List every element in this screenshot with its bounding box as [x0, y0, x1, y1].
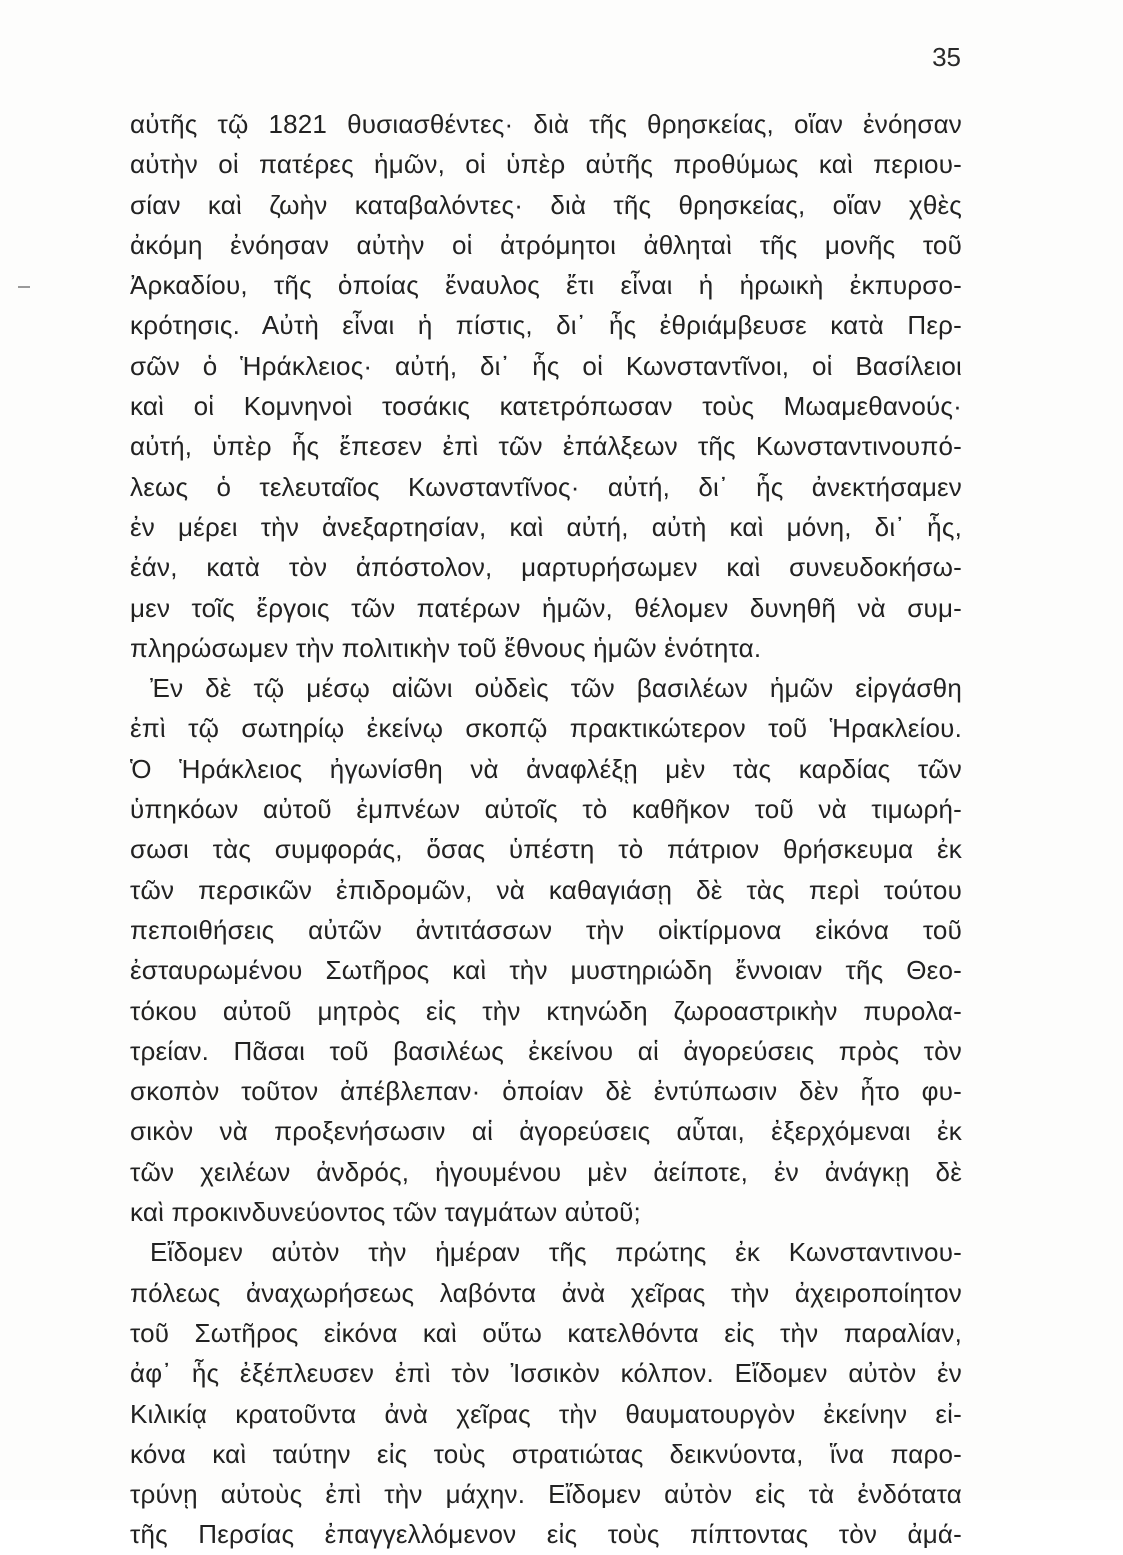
text-line: Ἐν δὲ τῷ μέσῳ αἰῶνι οὐδεὶς τῶν βασιλέων ἡμῶν εἰργάσθη [150, 673, 962, 704]
text-line: ἐσταυρωμένου Σωτῆρος καὶ τὴν μυστηριώδη ἔννοιαν τῆς Θεο- [130, 955, 962, 986]
text-line: Εἴδομεν αὐτὸν τὴν ἡμέραν τῆς πρώτης ἐκ Κωνσταντινου- [150, 1237, 962, 1268]
text-line: σῶν ὁ Ἡράκλειος· αὐτή, δι᾿ ἧς οἱ Κωνσταντῖνοι, οἱ Βασίλειοι [130, 350, 962, 381]
text-line: πόλεως ἀναχωρήσεως λαβόντα ἀνὰ χεῖρας τὴν ἀχειροποίητον [130, 1277, 962, 1308]
text-line: τῶν περσικῶν ἐπιδρομῶν, νὰ καθαγιάσῃ δὲ τὰς περὶ τούτου [130, 874, 962, 905]
text-line: τῆς Περσίας ἐπαγγελλόμενον εἰς τοὺς πίπτοντας τὸν ἀμά- [130, 1519, 962, 1550]
text-line: κρότησις. Αὐτὴ εἶναι ἡ πίστις, δι᾿ ἧς ἐθριάμβευσε κατὰ Περ- [130, 310, 962, 341]
text-line: αὐτή, ὑπὲρ ἧς ἔπεσεν ἐπὶ τῶν ἐπάλξεων τῆς Κωνσταντινουπό- [130, 431, 962, 462]
text-line: ἐπὶ τῷ σωτηρίῳ ἐκείνῳ σκοπῷ πρακτικώτερον τοῦ Ἡρακλείου. [130, 713, 962, 744]
text-line: τῶν χειλέων ἀνδρός, ἡγουμένου μὲν ἀείποτε, ἐν ἀνάγκῃ δὲ [130, 1156, 962, 1187]
text-line: καὶ προκινδυνεύοντος τῶν ταγμάτων αὐτοῦ; [130, 1197, 641, 1228]
text-line: τρείαν. Πᾶσαι τοῦ βασιλέως ἐκείνου αἱ ἀγορεύσεις πρὸς τὸν [130, 1035, 962, 1066]
text-line: μεν τοῖς ἔργοις τῶν πατέρων ἡμῶν, θέλομεν δυνηθῆ νὰ συμ- [130, 592, 962, 623]
text-line: αὐτὴν οἱ πατέρες ἡμῶν, οἱ ὑπὲρ αὐτῆς προθύμως καὶ περιου- [130, 149, 962, 180]
text-line: ἀκόμη ἐνόησαν αὐτὴν οἱ ἀτρόμητοι ἀθληταὶ τῆς μονῆς τοῦ [130, 229, 962, 260]
text-line: τρύνῃ αὐτοὺς ἐπὶ τὴν μάχην. Εἴδομεν αὐτὸν εἰς τὰ ἐνδότατα [130, 1479, 962, 1510]
text-line: σκοπὸν τοῦτον ἀπέβλεπαν· ὁποίαν δὲ ἐντύπωσιν δὲν ἦτο φυ- [130, 1076, 962, 1107]
text-line: πληρώσωμεν τὴν πολιτικὴν τοῦ ἔθνους ἡμῶν ἑνότητα. [130, 632, 762, 663]
text-line: Κιλικίᾳ κρατοῦντα ἀνὰ χεῖρας τὴν θαυματουργὸν ἐκείνην εἰ- [130, 1398, 962, 1429]
margin-mark [18, 286, 30, 288]
text-line: κόνα καὶ ταύτην εἰς τοὺς στρατιώτας δεικνύοντα, ἵνα παρο- [130, 1438, 962, 1469]
text-line: καὶ οἱ Κομνηνοὶ τοσάκις κατετρόπωσαν τοὺς Μωαμεθανούς· [130, 391, 962, 422]
text-line: ὑπηκόων αὐτοῦ ἐμπνέων αὐτοῖς τὸ καθῆκον τοῦ νὰ τιμωρή- [130, 794, 962, 825]
text-line: σωσι τὰς συμφοράς, ὅσας ὑπέστη τὸ πάτριον θρήσκευμα ἐκ [130, 834, 962, 865]
text-line: Ὁ Ἡράκλειος ἠγωνίσθη νὰ ἀναφλέξῃ μὲν τὰς καρδίας τῶν [130, 753, 962, 784]
text-line: τοῦ Σωτῆρος εἰκόνα καὶ οὕτω κατελθόντα εἰς τὴν παραλίαν, [130, 1317, 962, 1348]
text-line: ἐν μέρει τὴν ἀνεξαρτησίαν, καὶ αὐτή, αὐτὴ καὶ μόνη, δι᾿ ἧς, [130, 511, 962, 542]
text-line: Ἀρκαδίου, τῆς ὁποίας ἔναυλος ἔτι εἶναι ἡ ἡρωικὴ ἐκπυρσο- [130, 270, 962, 301]
body-text [130, 104, 962, 1555]
text-line: τόκου αὐτοῦ μητρὸς εἰς τὴν κτηνώδη ζωροαστρικὴν πυρολα- [130, 995, 962, 1026]
text-line: πεποιθήσεις αὐτῶν ἀντιτάσσων τὴν οἰκτίρμονα εἰκόνα τοῦ [130, 914, 962, 945]
page-number: 35 [932, 42, 961, 72]
text-line: λεως ὁ τελευταῖος Κωνσταντῖνος· αὐτή, δι᾿ ἧς ἀνεκτήσαμεν [130, 471, 962, 502]
text-line: σικὸν νὰ προξενήσωσιν αἱ ἀγορεύσεις αὗται, ἐξερχόμεναι ἐκ [130, 1116, 962, 1147]
text-line: αὐτῆς τῷ 1821 θυσιασθέντες· διὰ τῆς θρησκείας, οἵαν ἐνόησαν [130, 109, 962, 139]
text-line: ἐάν, κατὰ τὸν ἀπόστολον, μαρτυρήσωμεν καὶ συνευδοκήσω- [130, 552, 962, 583]
text-line: ἀφ᾿ ἧς ἐξέπλευσεν ἐπὶ τὸν Ἰσσικὸν κόλπον. Εἴδομεν αὐτὸν ἐν [130, 1358, 962, 1389]
text-line: σίαν καὶ ζωὴν καταβαλόντες· διὰ τῆς θρησκείας, οἵαν χθὲς [130, 189, 962, 220]
